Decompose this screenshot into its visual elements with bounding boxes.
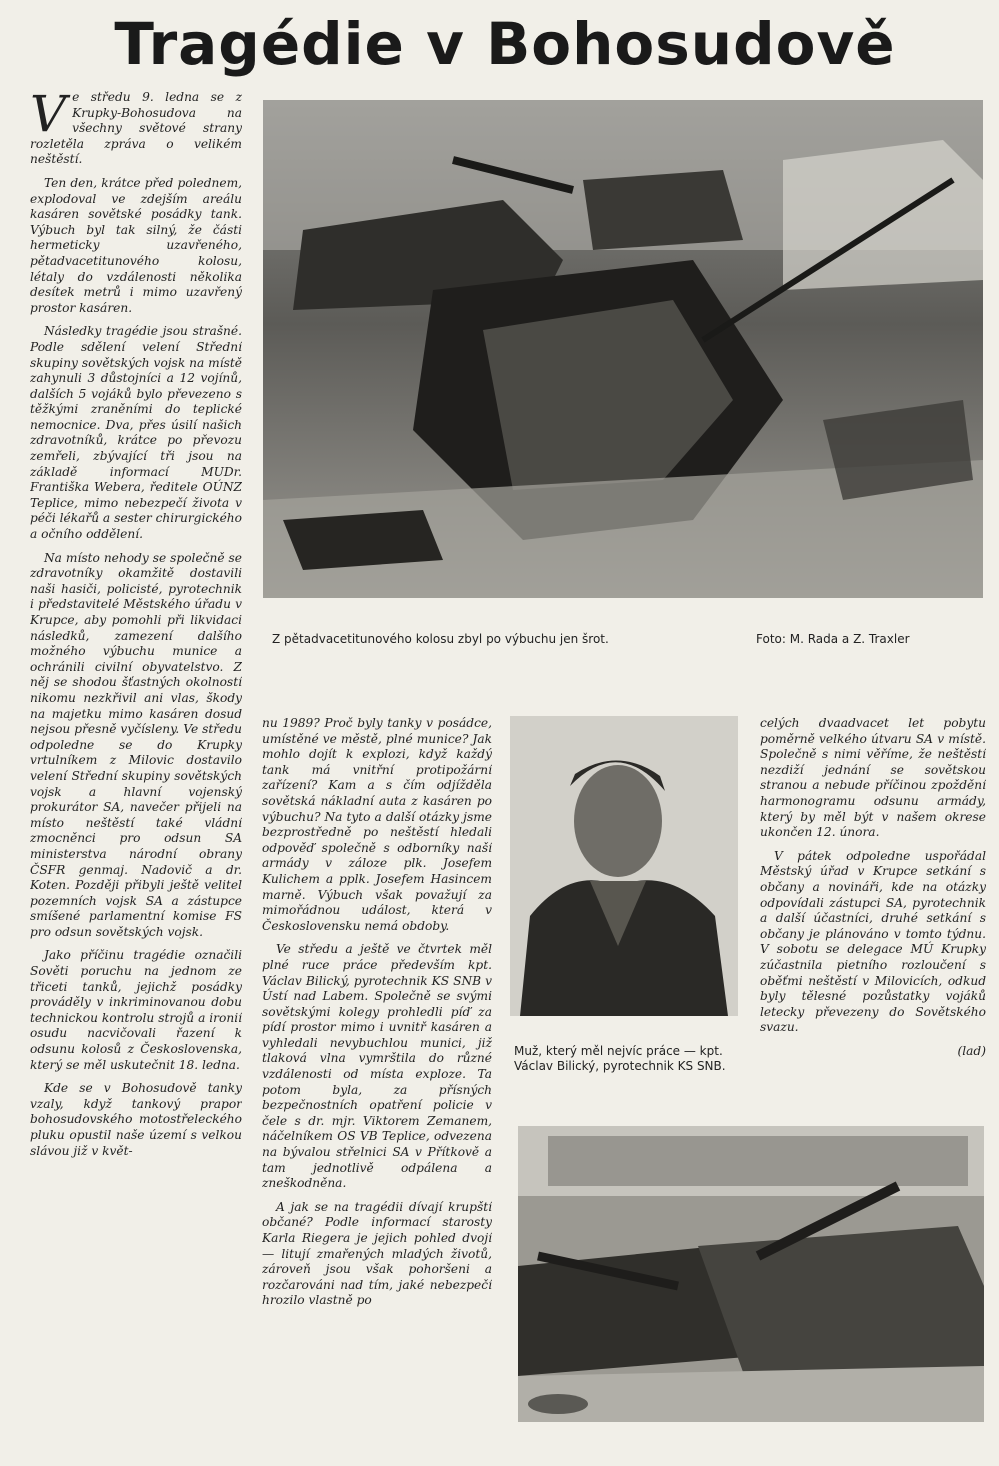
- col1-paragraph-5: Kde se v Bohosudově tanky vzaly, když tankový prapor bohosudovského motostřeleckého pluku opustil naše území s velkou slávou již v květ-: [30, 1081, 242, 1158]
- col1-paragraph-1: Ten den, krátce před polednem, explodoval ve zdejším areálu kasáren sovětské posádky tank. Výbuch byl tak silný, že části hermeticky uzavřeného, pětadvacetitunového kolosu, létaly do vzdálenosti několika desítek metrů i mimo uzavřený prostor kasáren.: [30, 175, 242, 315]
- col1-paragraph-2: Následky tragédie jsou strašné. Podle sdělení velení Střední skupiny sovětských vojsk na místě zahynuli 3 důstojníci a 12 vojínů, dalších 5 vojáků bylo převezeno s těžkými zraněními do teplické nemocnice. Dva, přes úsilí našich zdravotníků, krátce po převozu zemřeli, zbývající tři jsou na základě informací MUDr. Františka Webera, ředitele OÚNZ Teplice, mimo nebezpečí života v péči lékařů a sester chirurgického a očního oddělení.: [30, 324, 242, 542]
- column-1: [30, 90, 242, 1320]
- dropcap: V: [30, 90, 67, 143]
- col3-paragraph-1: celých dvaadvacet let pobytu poměrně velkého útvaru SA v místě. Společně s nimi věříme, že neštěstí nezdiží jednání se sovětskou stranou a nebude příčinou zpoždění harmonogramu odsunu armády, který by měl být v našem okrese ukončen 12. února.: [760, 716, 986, 840]
- tanks-image: [518, 1126, 984, 1422]
- portrait-caption: Muž, který měl nejvíc práce — kpt. Václav Bilický, pyrotechnik KS SNB.: [514, 1044, 726, 1073]
- col1-paragraph-4: Jako příčinu tragédie označili Sověti poruchu na jednom ze třiceti tanků, jejichž posádky prováděly v inkriminovanou dobu technickou kontrolu strojů a ironií osudu nacvičovali řazení k odsunu kolosů z Československa, který se měl uskutečnit 18. ledna.: [30, 948, 242, 1072]
- col2-paragraph-2: Ve středu a ještě ve čtvrtek měl plné ruce práce především kpt. Václav Bilický, pyrotechnik KS SNB v Ústí nad Labem. Společně se svými sovětskými kolegy prohledli píď za pídí prostor mimo i uvnitř kasáren a vyhledali nevybuchlou munici, již tlaková vlna vymrštila do různé vzdálenosti od místa exploze. Ta potom byla, za přísných bezpečnostních opatření policie v čele s dr. mjr. Viktorem Zemanem, náčelníkem OS VB Teplice, odvezena na bývalou střelnici SA v Přítkově a tam jednotlivě odpálena a zneškodněna.: [262, 942, 492, 1191]
- tanks-photo: [518, 1126, 984, 1422]
- tank-wreckage-photo: [263, 100, 983, 598]
- lead-paragraph: [30, 90, 242, 168]
- headline: Tragédie v Bohosudově: [114, 10, 896, 78]
- lead-text: e středu 9. ledna se z Krupky-Bohosudova na všechny světové strany rozletěla zpráva o velikém neštěstí.: [30, 90, 242, 167]
- col2-paragraph-3: A jak se na tragédii dívají krupští občané? Podle informací starosty Karla Riegera je jejich pohled dvojí — litují zmařených mladých životů, zároveň jsou však pohoršeni a rozčarováni nad tím, jaké nebezpečí hrozilo vlastně po: [262, 1199, 492, 1308]
- column-3: [760, 716, 986, 1116]
- tank-wreckage-image: [263, 100, 983, 598]
- portrait-image: [510, 716, 738, 1016]
- col2-paragraph-1: nu 1989? Proč byly tanky v posádce, umístěné ve městě, plné munice? Jak mohlo dojít k explozi, když každý tank má vnitřní protipožární zařízení? Kam a s čím odjížděla sovětská nákladní auta z kasáren po výbuchu? Na tyto a další otázky jsme bezprostředně po neštěstí hledali odpověď společně s odborníky naší armády v záloze plk. Josefem Kulichem a pplk. Josefem Hasincem marně. Výbuch však považují za mimořádnou událost, která v Československu nemá obdoby.: [262, 716, 492, 933]
- author-signature: (lad): [957, 1043, 986, 1058]
- portrait-photo: [510, 716, 738, 1016]
- col3-paragraph-2: V pátek odpoledne uspořádal Městský úřad v Krupce setkání s občany a novináři, kde na otázky odpovídali zástupci SA, pyrotechnik a další účastníci, druhé setkání s občany je plánováno v tomto týdnu. V sobotu se delegace MÚ Krupky zúčastnila pietního rozloučení s oběťmi neštěstí v Milovicích, odkud byly tělesné pozůstatky vojáků letecky převezeny do Sovětského svazu.: [760, 848, 986, 1035]
- column-2: [262, 716, 492, 1460]
- main-photo-caption: Z pětadvacetitunového kolosu zbyl po výbuchu jen šrot.: [272, 632, 609, 646]
- photo-credit: Foto: M. Rada a Z. Traxler: [756, 632, 910, 646]
- col1-paragraph-3: Na místo nehody se společně se zdravotníky okamžitě dostavili naši hasiči, policisté, pyrotechnik i představitelé Městského úřadu v Krupce, aby pomohli při likvidaci následků, zamezení dalšího možného výbuchu munice a ochránili civilní obyvatelstvo. Z něj se shodou šťastných okolností nikomu nezkřivil ani vlas, škody na majetku mimo kasáren dosud nejsou přesně vyčísleny. Ve středu odpoledne se do Krupky vrtulníkem z Milovic dostavilo velení Střední skupiny sovětských vojsk a hlavní vojenský prokurátor SA, navečer přijeli na místo neštěstí také vládní zmocněnci pro odsun SA ministerstva národní obrany ČSFR genmaj. Nadovič a dr. Koten. Později přibyli ještě velitel pozemních vojsk SA a zástupce smíšené parlamentní komise FS pro odsun sovětských vojsk.: [30, 550, 242, 939]
